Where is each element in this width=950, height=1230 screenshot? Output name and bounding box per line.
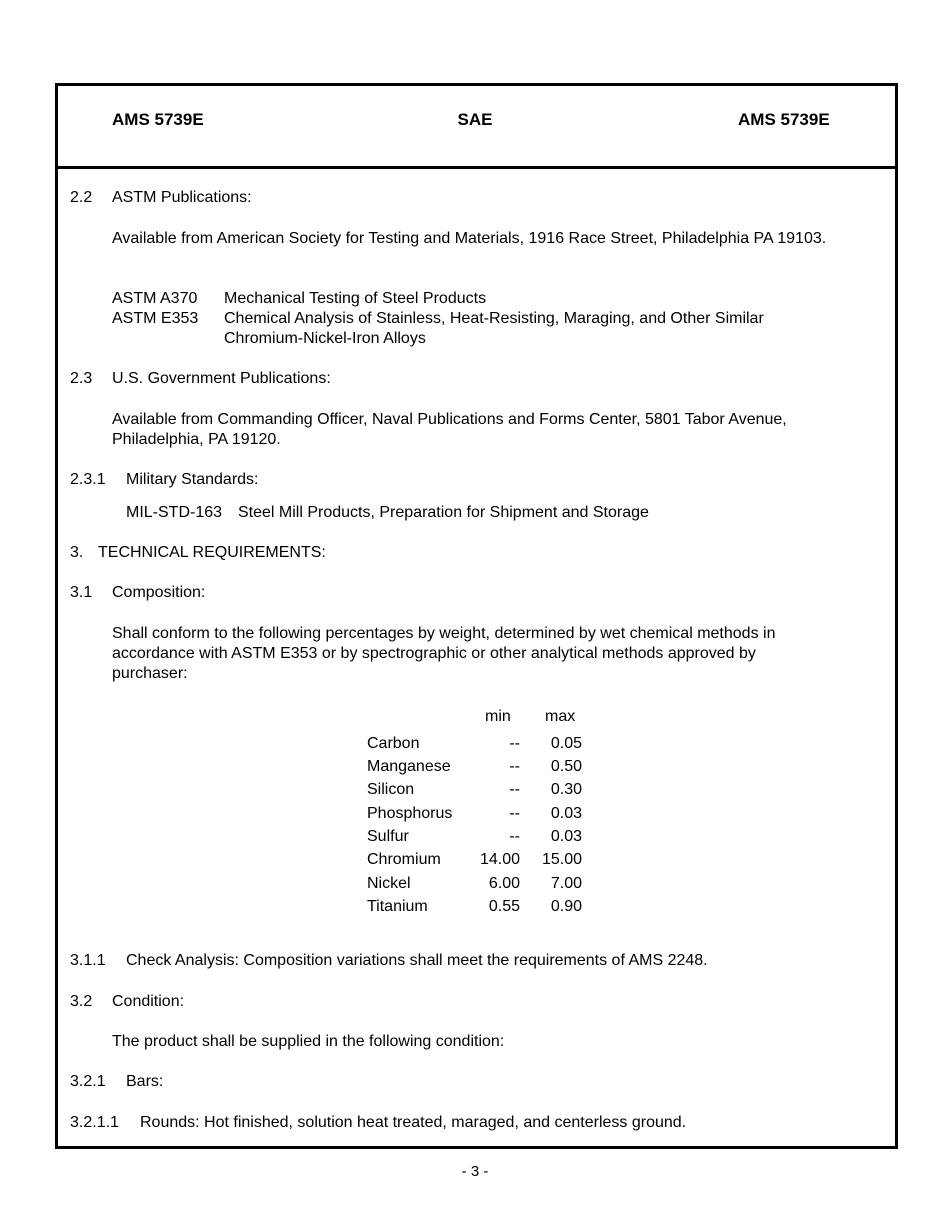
element-name: Phosphorus bbox=[367, 805, 453, 822]
col-header-min: min bbox=[485, 708, 511, 725]
min-value: 14.00 bbox=[479, 851, 520, 868]
mil-std-title: Steel Mill Products, Preparation for Shipment and Storage bbox=[238, 504, 649, 521]
max-value: 0.03 bbox=[550, 805, 582, 822]
min-value: -- bbox=[509, 828, 520, 845]
page-number: - 3 - bbox=[461, 1163, 489, 1180]
element-name: Chromium bbox=[367, 851, 441, 868]
min-value: -- bbox=[509, 781, 520, 798]
max-value: 0.90 bbox=[550, 898, 582, 915]
section-title-2-3: U.S. Government Publications: bbox=[112, 370, 331, 387]
header-divider bbox=[55, 166, 898, 169]
section-number-3-1-1: 3.1.1 bbox=[70, 952, 106, 969]
ref-code-a370: ASTM A370 bbox=[112, 290, 198, 307]
section-number-2-2: 2.2 bbox=[70, 189, 93, 206]
section-number-3-1: 3.1 bbox=[70, 584, 93, 601]
composition-text: Shall conform to the following percentages by weight, determined by wet chemical methods in accordance with ASTM E353 or by spectrographic or other analytical methods approved by purchaser: bbox=[112, 625, 776, 682]
section-title-3-2-1: Bars: bbox=[126, 1073, 164, 1090]
section-number-2-3: 2.3 bbox=[70, 370, 93, 387]
col-header-max: max bbox=[545, 708, 576, 725]
ref-title-a370: Mechanical Testing of Steel Products bbox=[224, 290, 487, 307]
max-value: 0.30 bbox=[550, 781, 582, 798]
min-value: 0.55 bbox=[488, 898, 520, 915]
max-value: 7.00 bbox=[550, 875, 582, 892]
element-name: Nickel bbox=[367, 875, 411, 892]
element-name: Carbon bbox=[367, 735, 420, 752]
rounds-text: Rounds: Hot finished, solution heat treated, maraged, and centerless ground. bbox=[140, 1114, 687, 1131]
min-value: -- bbox=[509, 758, 520, 775]
min-value: 6.00 bbox=[488, 875, 520, 892]
gov-availability: Available from Commanding Officer, Naval Publications and Forms Center, 5801 Tabor Avenue, Philadelphia, PA 19120. bbox=[112, 411, 787, 448]
element-name: Titanium bbox=[367, 898, 428, 915]
section-title-3: TECHNICAL REQUIREMENTS: bbox=[98, 544, 326, 561]
max-value: 0.03 bbox=[550, 828, 582, 845]
max-value: 15.00 bbox=[541, 851, 582, 868]
astm-availability: Available from American Society for Testing and Materials, 1916 Race Street, Philadelphia PA 19103. bbox=[112, 230, 827, 247]
section-title-3-2: Condition: bbox=[112, 993, 185, 1010]
max-value: 0.05 bbox=[550, 735, 582, 752]
section-number-3-2: 3.2 bbox=[70, 993, 93, 1010]
ref-title-e353: Chemical Analysis of Stainless, Heat-Resisting, Maraging, and Other Similar Chromium-Nickel-Iron Alloys bbox=[224, 310, 764, 347]
check-analysis-text: Check Analysis: Composition variations shall meet the requirements of AMS 2248. bbox=[126, 952, 708, 969]
section-number-3: 3. bbox=[70, 544, 84, 561]
header-center: SAE bbox=[457, 110, 493, 129]
min-value: -- bbox=[509, 735, 520, 752]
section-title-3-1: Composition: bbox=[112, 584, 206, 601]
min-value: -- bbox=[509, 805, 520, 822]
mil-std-code: MIL-STD-163 bbox=[126, 504, 223, 521]
element-name: Manganese bbox=[367, 758, 451, 775]
element-name: Silicon bbox=[367, 781, 415, 798]
condition-text: The product shall be supplied in the following condition: bbox=[112, 1033, 505, 1050]
section-number-3-2-1: 3.2.1 bbox=[70, 1073, 106, 1090]
section-number-2-3-1: 2.3.1 bbox=[70, 471, 106, 488]
section-number-3-2-1-1: 3.2.1.1 bbox=[70, 1114, 119, 1131]
header-right-code: AMS 5739E bbox=[738, 110, 830, 129]
element-name: Sulfur bbox=[367, 828, 409, 845]
header-left-code: AMS 5739E bbox=[112, 110, 204, 129]
max-value: 0.50 bbox=[550, 758, 582, 775]
section-title-2-2: ASTM Publications: bbox=[112, 189, 252, 206]
section-title-2-3-1: Military Standards: bbox=[126, 471, 259, 488]
ref-code-e353: ASTM E353 bbox=[112, 310, 199, 327]
